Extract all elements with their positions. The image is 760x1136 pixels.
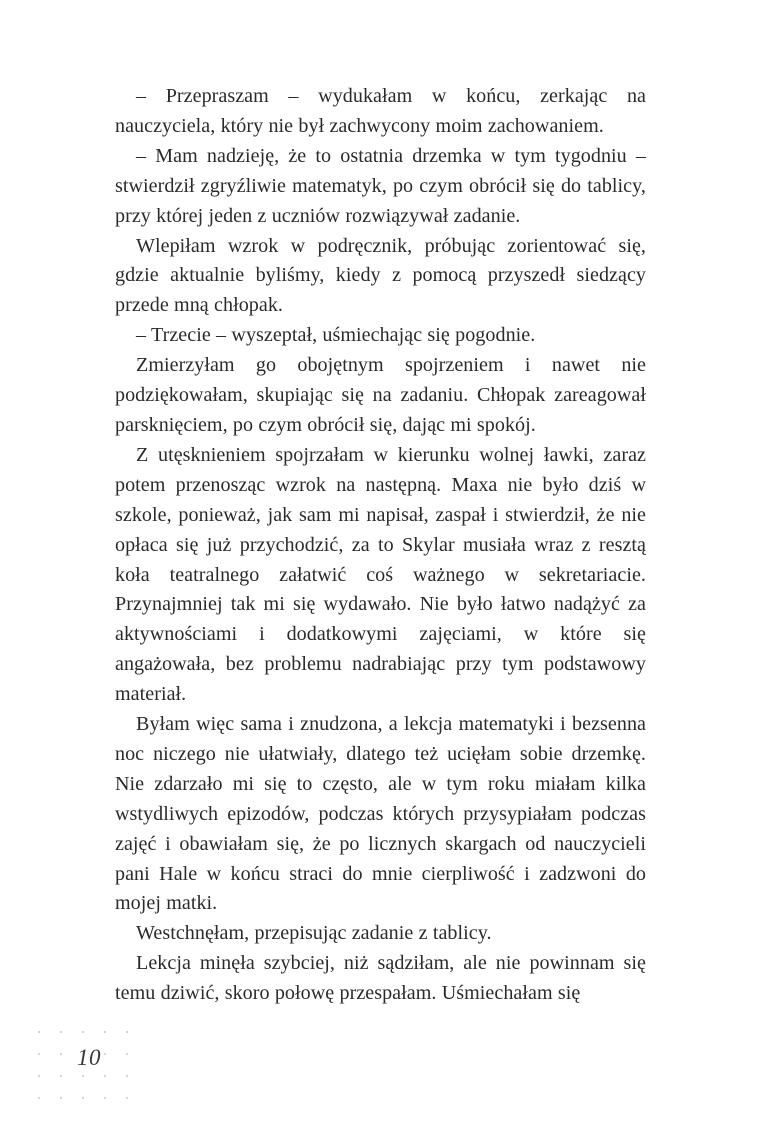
grid-dot-icon bbox=[126, 1097, 128, 1099]
grid-dot-icon bbox=[82, 1075, 84, 1077]
paragraph: Lekcja minęła szybciej, niż sądziłam, ale nie powinnam się temu dziwić, skoro połowę przespałam. Uśmiechałam się bbox=[115, 952, 646, 1005]
paragraph: Westchnęłam, przepisując zadanie z tablicy. bbox=[136, 922, 492, 945]
grid-dot-icon bbox=[38, 1031, 40, 1033]
page-number: 10 bbox=[77, 1045, 101, 1070]
grid-dot-icon bbox=[104, 1075, 106, 1077]
grid-dot-icon bbox=[60, 1031, 62, 1033]
grid-dot-icon bbox=[82, 1031, 84, 1033]
body-text-column bbox=[115, 82, 646, 1009]
paragraph: Z utęsknieniem spojrzałam w kierunku wolnej ławki, zaraz potem przenosząc wzrok na następną. Maxa nie było dziś w szkole, ponieważ, jak sam mi napisał, zaspał i stwierdził, że nie opłaca się już przychodzić, za to Skylar musiała wraz z resztą koła teatralnego załatwić coś ważnego w sekretariacie. Przynajmniej tak mi się wydawało. Nie było łatwo nadążyć za aktywnościami i dodatkowymi zajęciami, w które się angażowała, bez problemu nadrabiając przy tym podstawowy materiał. bbox=[115, 443, 646, 706]
grid-dot-icon bbox=[38, 1097, 40, 1099]
paragraph: – Przepraszam – wydukałam w końcu, zerkając na nauczyciela, który nie był zachwycony moim zachowaniem. bbox=[115, 85, 646, 137]
grid-dot-icon bbox=[82, 1097, 84, 1099]
paragraph: Byłam więc sama i znudzona, a lekcja matematyki i bezsenna noc niczego nie ułatwiały, dlatego też ucięłam sobie drzemkę. Nie zdarzało mi się to często, ale w tym roku miałam kilka wstydliwych epizodów, podczas których przysypiałam podczas zajęć i obawiałam się, że po licznych skargach od nauczycieli pani Hale w końcu straci do mnie cierpliwość i zadzwoni do mojej matki. bbox=[115, 713, 646, 915]
grid-dot-icon bbox=[60, 1097, 62, 1099]
grid-dot-icon bbox=[126, 1075, 128, 1077]
paragraph: – Mam nadzieję, że to ostatnia drzemka w tym tygodniu – stwierdził zgryźliwie matematyk, po czym obrócił się do tablicy, przy której jeden z uczniów rozwiązywał zadanie. bbox=[115, 144, 646, 227]
grid-dot-icon bbox=[126, 1031, 128, 1033]
grid-dot-icon bbox=[104, 1031, 106, 1033]
grid-dot-icon bbox=[60, 1075, 62, 1077]
paragraph: Wlepiłam wzrok w podręcznik, próbując zorientować się, gdzie aktualnie byliśmy, kiedy z pomocą przyszedł siedzący przede mną chłopak. bbox=[115, 234, 646, 317]
paragraph: Zmierzyłam go obojętnym spojrzeniem i nawet nie podziękowałam, skupiając się na zadaniu. Chłopak zareagował parsknięciem, po czym obrócił się, dając mi spokój. bbox=[115, 354, 646, 436]
grid-dot-icon bbox=[38, 1075, 40, 1077]
folio-ornament bbox=[33, 1026, 145, 1102]
paragraph: – Trzecie – wyszeptał, uśmiechając się pogodnie. bbox=[136, 324, 536, 347]
grid-dot-icon bbox=[104, 1097, 106, 1099]
